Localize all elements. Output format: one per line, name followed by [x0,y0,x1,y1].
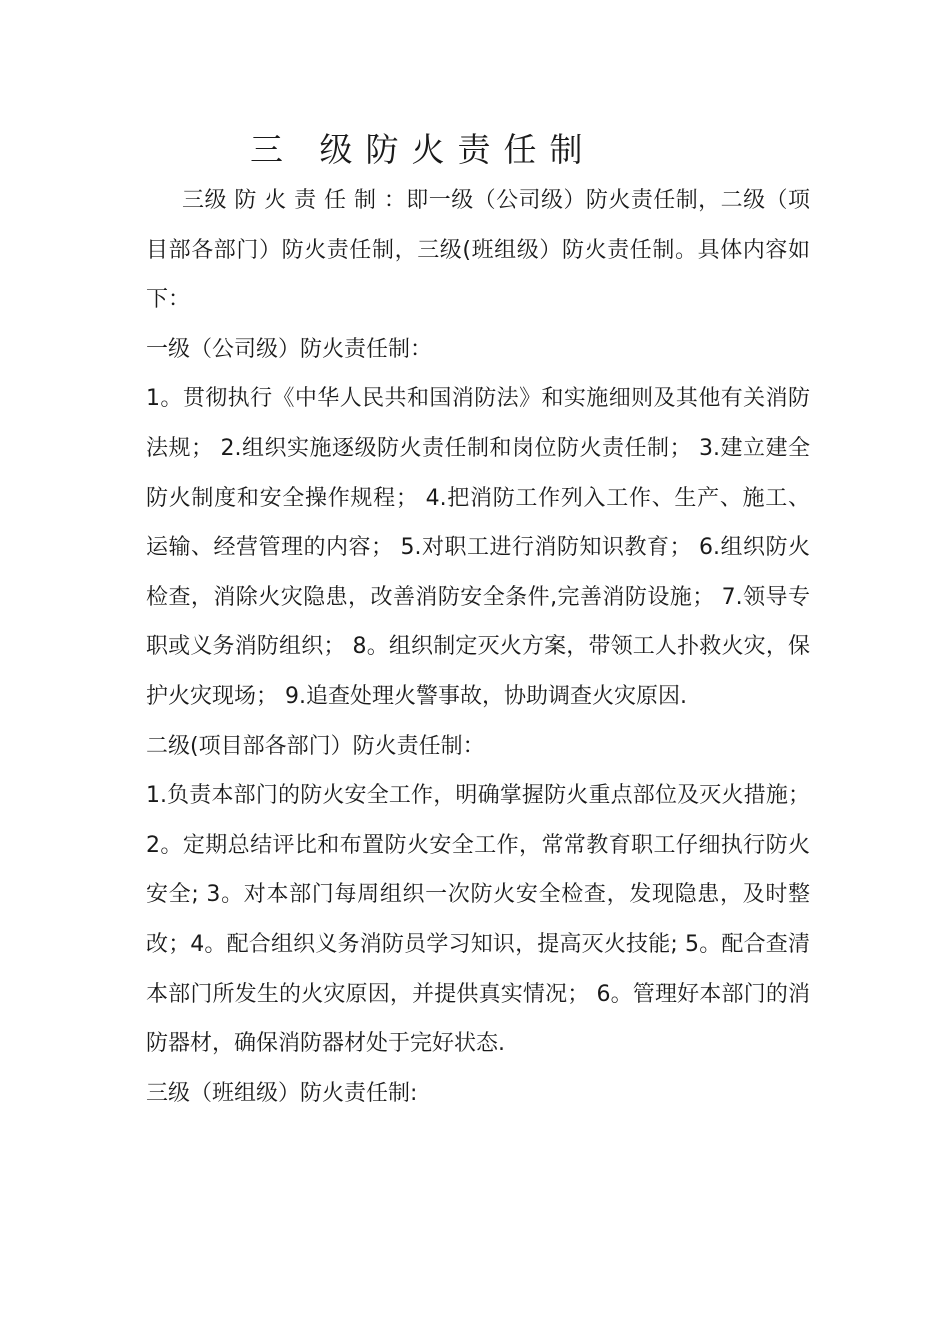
document-body [146,176,810,1118]
section-content-level-2: 1.负责本部门的防火安全工作，明确掌握防火重点部位及灭火措施； 2。定期总结评比和布置防火安全工作，常常教育职工仔细执行防火安全; 3。对本部门每周组织一次防火安全检查，发现隐患，及时整改；4。配合组织义务消防员学习知识，提高灭火技能; 5。配合查清本部门所发生的火灾原因，并提供真实情况； 6。管理好本部门的消防器材，确保消防器材处于完好状态. [146,783,810,1057]
section-heading-level-2: 二级(项目部各部门）防火责任制： [146,733,485,759]
section-content-level-1: 1。贯彻执行《中华人民共和国消防法》和实施细则及其他有关消防法规； 2.组织实施逐级防火责任制和岗位防火责任制； 3.建立建全防火制度和安全操作规程； 4.把消防工作列入工作、生产、施工、运输、经营管理的内容； 5.对职工进行消防知识教育； 6.组织防火检查，消除火灾隐患，改善消防安全条件,完善消防设施； 7.领导专职或义务消防组织； 8。组织制定灭火方案，带领工人扑救火灾，保护火灾现场； 9.追查处理火警事故，协助调查火灾原因. [146,386,810,709]
section-heading-level-1: 一级（公司级）防火责任制： [146,336,433,362]
section-heading-level-3: 三级（班组级）防火责任制: [146,1080,418,1106]
page-title: 三 级防火责任制 [250,130,596,169]
intro-paragraph: 三级 防 火 责 任 制 ：即一级（公司级）防火责任制，二级（项目部各部门）防火责任制，三级(班组级）防火责任制。具体内容如下： [146,188,810,313]
